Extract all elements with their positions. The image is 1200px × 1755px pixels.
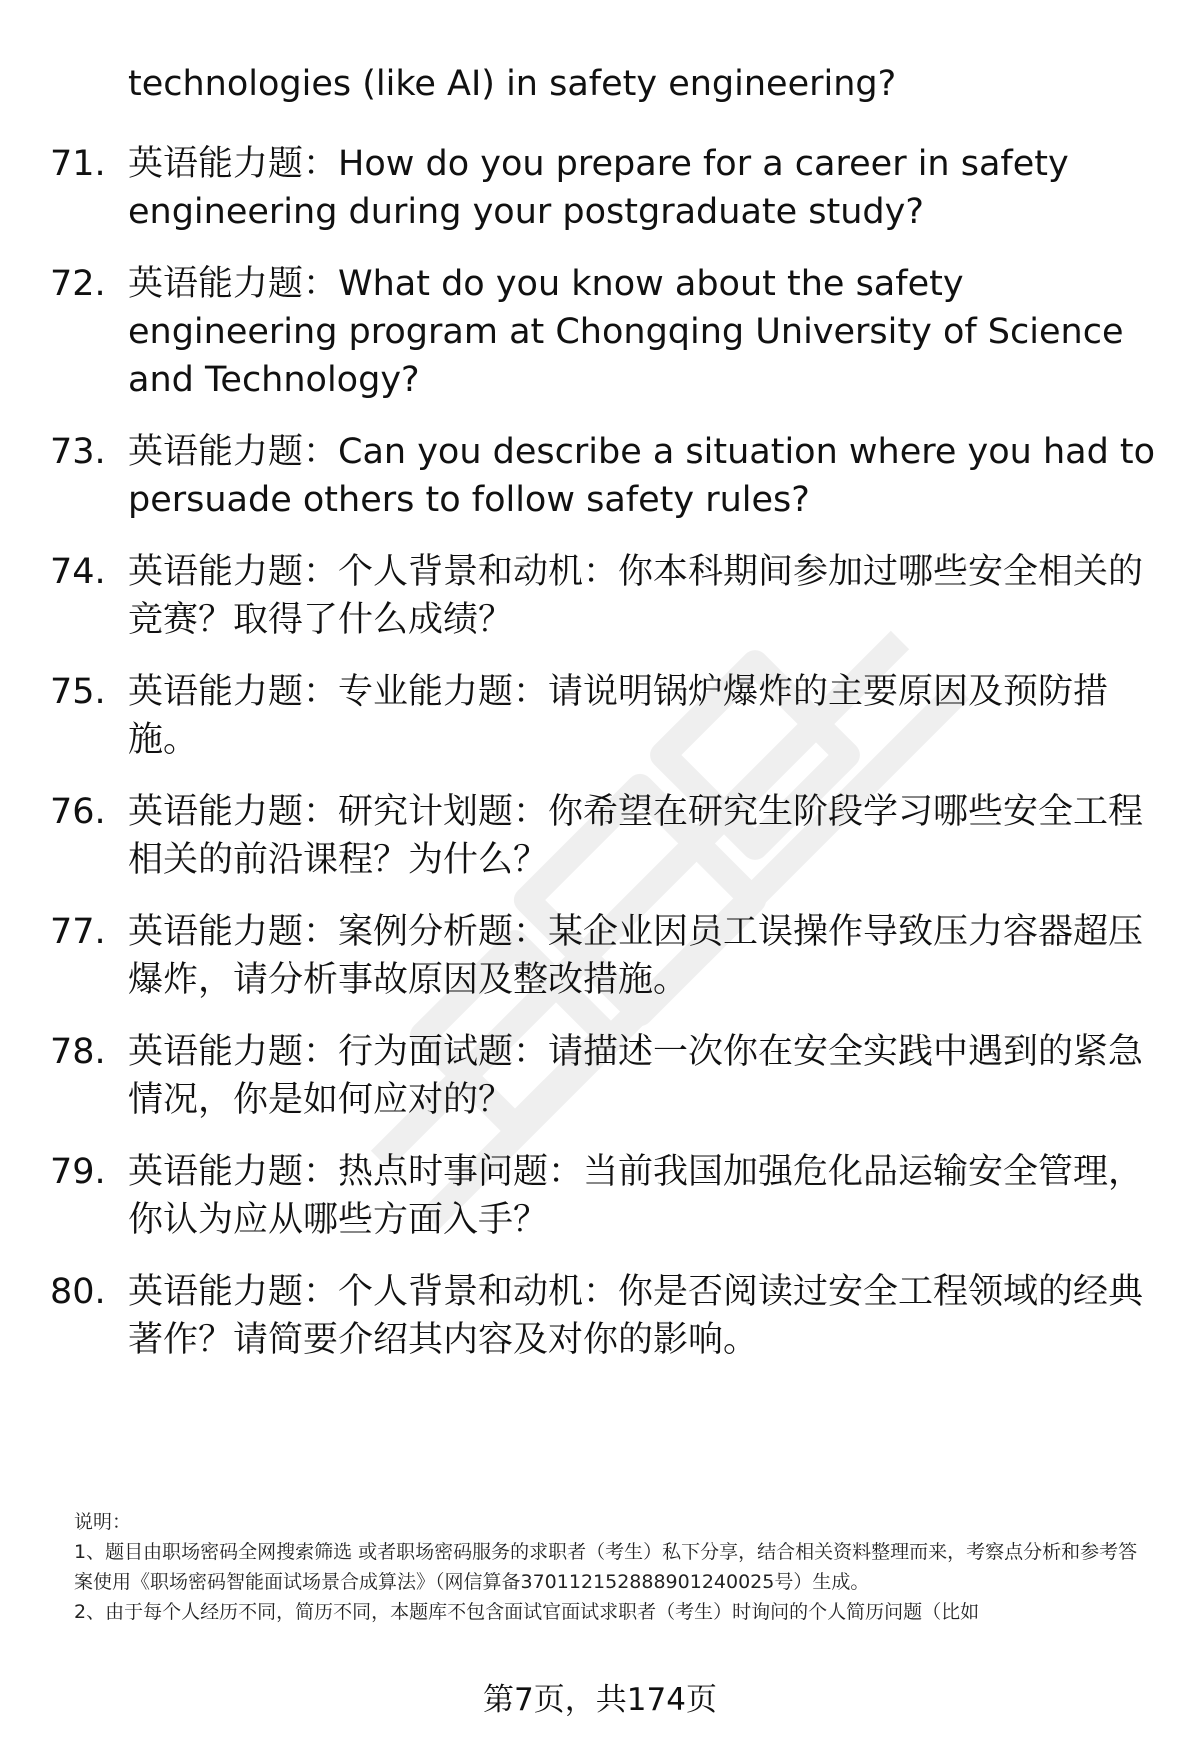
question-number: 73. — [50, 432, 106, 472]
question-number: 72. — [50, 264, 106, 304]
question-number: 78. — [50, 1032, 106, 1072]
notes-heading: 说明： — [74, 1511, 132, 1533]
question-item — [50, 908, 1160, 1004]
question-item — [50, 260, 1160, 404]
page-number-footer: 第7页，共174页 — [483, 1682, 717, 1718]
question-item — [50, 1268, 1160, 1364]
question-text: 英语能力题：个人背景和动机：你本科期间参加过哪些安全相关的竞赛？取得了什么成绩？ — [128, 552, 1144, 640]
note-item: 1、题目由职场密码全网搜索筛选 或者职场密码服务的求职者（考生）私下分享，结合相关资料整理而来，考察点分析和参考答案使用《职场密码智能面试场景合成算法》（网信算备370112152888901240025号）生成。 — [74, 1541, 1138, 1593]
question-number: 76. — [50, 792, 106, 832]
question-item — [50, 140, 1160, 236]
question-item — [50, 548, 1160, 644]
question-number: 74. — [50, 552, 106, 592]
continued-question-text: technologies (like AI) in safety engineering? — [128, 64, 897, 104]
question-text: 英语能力题：案例分析题：某企业因员工误操作导致压力容器超压爆炸，请分析事故原因及整改措施。 — [128, 912, 1144, 1000]
question-item — [50, 1148, 1160, 1244]
question-item — [50, 668, 1160, 764]
notes-section — [74, 1507, 1154, 1627]
question-item — [50, 1028, 1160, 1124]
question-text: 英语能力题：专业能力题：请说明锅炉爆炸的主要原因及预防措施。 — [128, 672, 1109, 760]
question-text: 英语能力题：Can you describe a situation where you had to persuade others to follow safety rules? — [128, 432, 1156, 520]
question-text: 英语能力题：What do you know about the safety engineering program at Chongqing University of Science and Technology? — [128, 264, 1124, 400]
question-text: 英语能力题：热点时事问题：当前我国加强危化品运输安全管理，你认为应从哪些方面入手？ — [128, 1152, 1144, 1240]
question-text: 英语能力题：个人背景和动机：你是否阅读过安全工程领域的经典著作？请简要介绍其内容及对你的影响。 — [128, 1272, 1144, 1360]
question-text: 英语能力题：研究计划题：你希望在研究生阶段学习哪些安全工程相关的前沿课程？为什么？ — [128, 792, 1144, 880]
question-number: 71. — [50, 144, 106, 184]
question-number: 80. — [50, 1272, 106, 1312]
question-text: 英语能力题：How do you prepare for a career in safety engineering during your postgraduate study? — [128, 144, 1069, 232]
question-text: 英语能力题：行为面试题：请描述一次你在安全实践中遇到的紧急情况，你是如何应对的？ — [128, 1032, 1144, 1120]
question-item — [50, 428, 1160, 524]
note-item: 2、由于每个人经历不同，简历不同，本题库不包含面试官面试求职者（考生）时询问的个人简历问题（比如 — [74, 1601, 980, 1623]
question-number: 79. — [50, 1152, 106, 1192]
question-item — [50, 788, 1160, 884]
question-number: 75. — [50, 672, 106, 712]
question-list — [50, 140, 1160, 1364]
question-number: 77. — [50, 912, 106, 952]
